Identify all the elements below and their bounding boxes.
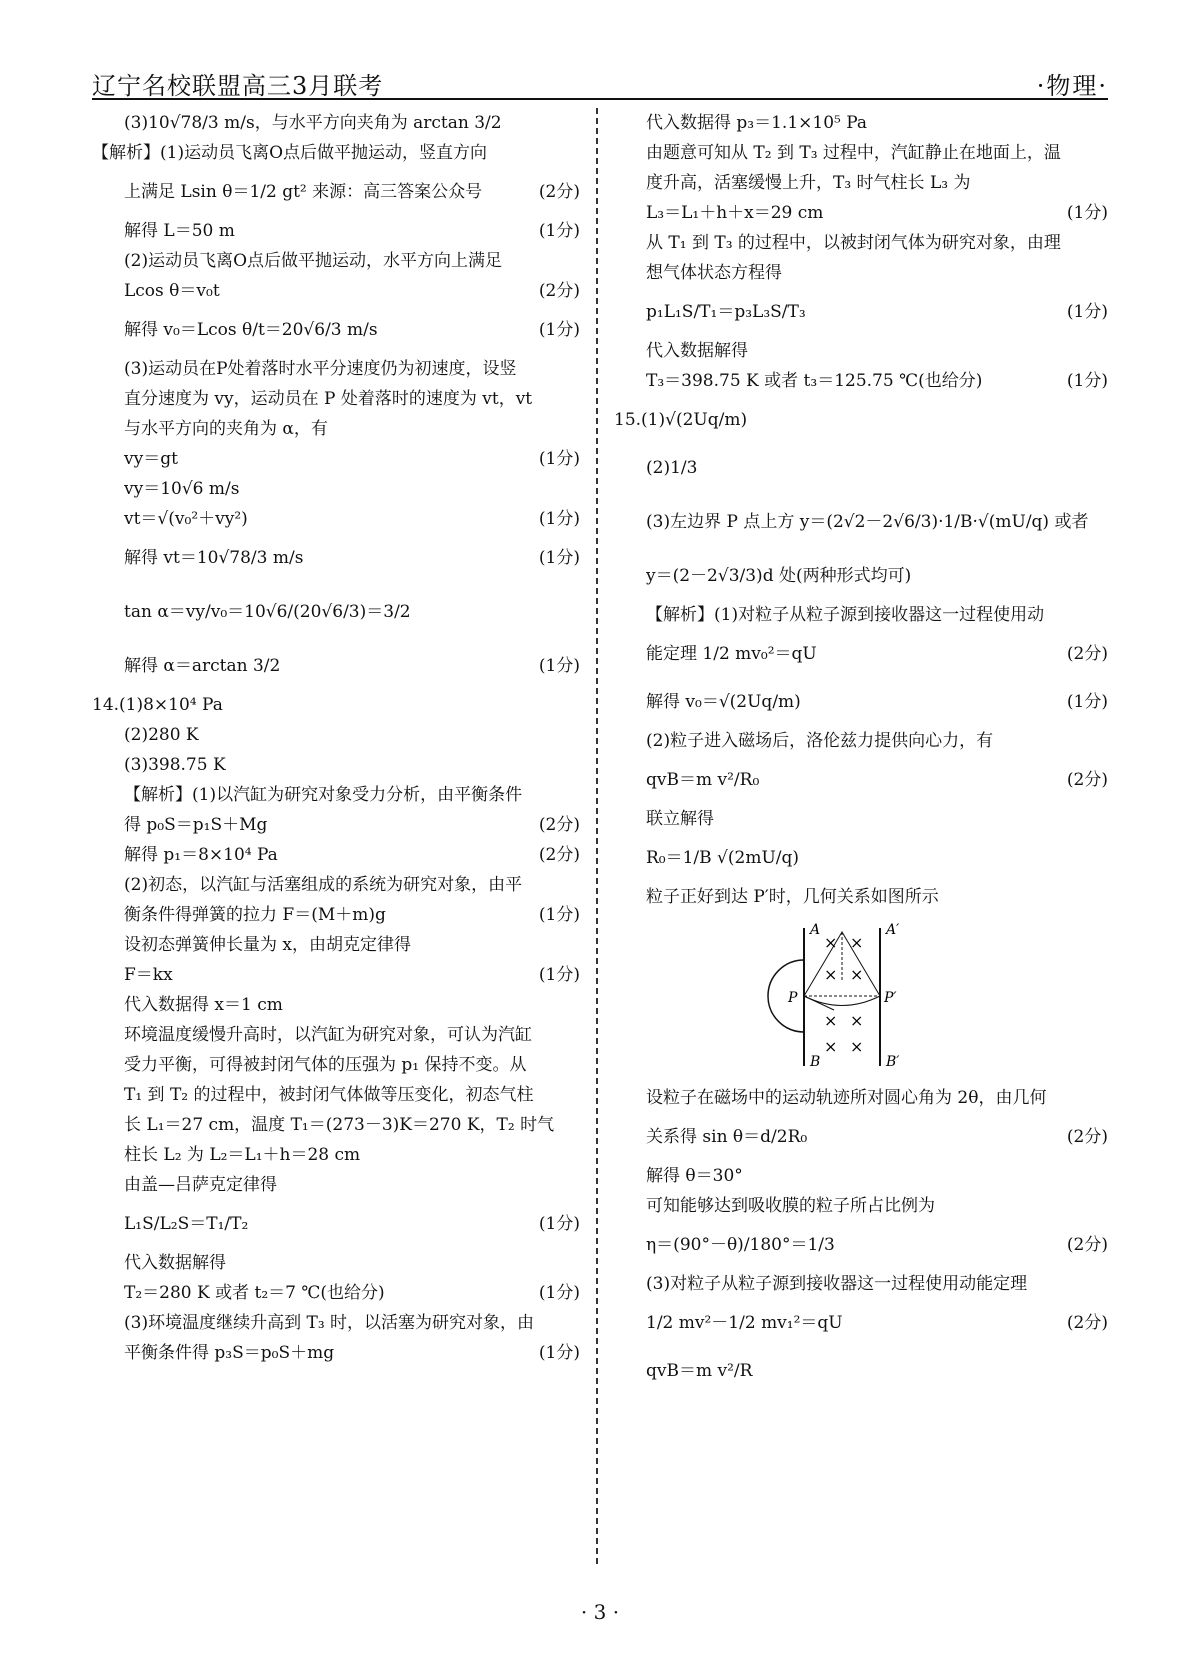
text-line — [614, 600, 1108, 630]
line-text: (3)398.75 K — [124, 755, 226, 775]
line-text: 代入数据解得 — [646, 341, 748, 361]
line-text: (3)10√78/3 m/s，与水平方向夹角为 arctan 3/2 — [124, 113, 502, 133]
line-text: (2)初态，以汽缸与活塞组成的系统为研究对象，由平 — [124, 875, 523, 895]
score-points: (2分) — [1066, 1235, 1108, 1255]
line-text: 由题意可知从 T₂ 到 T₃ 过程中，汽缸静止在地面上，温 — [646, 143, 1061, 163]
field-cross: × — [824, 965, 838, 984]
text-line — [92, 1140, 580, 1170]
line-text: tan α＝vy/v₀＝10√6/(20√6/3)＝3/2 — [124, 602, 411, 622]
text-line — [92, 1278, 580, 1308]
line-text: 【解析】(1)以汽缸为研究对象受力分析，由平衡条件 — [124, 785, 523, 805]
text-line — [614, 630, 1108, 678]
line-text: 设初态弹簧伸长量为 x，由胡克定律得 — [124, 935, 411, 955]
text-line — [614, 882, 1108, 912]
text-line — [92, 276, 580, 306]
header-title: 辽宁名校联盟高三3月联考 — [92, 72, 384, 100]
text-line — [92, 690, 580, 720]
score-points: (1分) — [1066, 203, 1108, 223]
line-text: qvB＝m v²/R₀ — [646, 770, 760, 790]
score-points: (1分) — [1066, 692, 1108, 712]
text-line — [614, 1083, 1108, 1113]
text-line — [92, 900, 580, 930]
right-column-bottom — [614, 1083, 1108, 1395]
left-column — [92, 108, 580, 1368]
page-number: · 3 · — [580, 1600, 620, 1624]
text-line — [92, 960, 580, 990]
text-line — [614, 492, 1108, 552]
column-divider — [596, 108, 598, 1564]
text-line — [614, 1191, 1108, 1221]
label-B: B — [810, 1054, 821, 1070]
line-text: 与水平方向的夹角为 α，有 — [124, 419, 328, 439]
line-text: T₂＝280 K 或者 t₂＝7 ℃(也给分) — [124, 1283, 385, 1303]
score-points: (1分) — [538, 221, 580, 241]
line-text: 衡条件得弹簧的拉力 F＝(M＋m)g — [124, 905, 386, 925]
line-text: 14.(1)8×10⁴ Pa — [92, 695, 223, 715]
line-text: (2)1/3 — [646, 458, 698, 478]
text-line — [614, 138, 1108, 168]
text-line — [92, 1308, 580, 1338]
text-line — [92, 642, 580, 690]
text-line — [92, 720, 580, 750]
line-text: 代入数据得 x＝1 cm — [124, 995, 283, 1015]
line-text: 能定理 1/2 mv₀²＝qU — [646, 644, 817, 664]
line-text: 解得 θ＝30° — [646, 1166, 743, 1186]
text-line — [92, 870, 580, 900]
score-points: (2分) — [538, 281, 580, 301]
score-points: (1分) — [538, 1283, 580, 1303]
line-text: η＝(90°－θ)/180°＝1/3 — [646, 1235, 835, 1255]
field-cross: × — [850, 1037, 864, 1056]
score-points: (1分) — [538, 965, 580, 985]
score-points: (1分) — [1066, 302, 1108, 322]
text-line — [614, 258, 1108, 288]
text-line — [92, 582, 580, 642]
line-text: y＝(2－2√3/3)d 处(两种形式均可) — [646, 566, 912, 586]
line-text: 解得 p₁＝8×10⁴ Pa — [124, 845, 278, 865]
header-rule — [92, 98, 1108, 100]
text-line — [92, 384, 580, 414]
line-text: 环境温度缓慢升高时，以汽缸为研究对象，可认为汽缸 — [124, 1025, 532, 1045]
text-line — [614, 678, 1108, 726]
line-text: 得 p₀S＝p₁S＋Mg — [124, 815, 268, 835]
line-text: (3)对粒子从粒子源到接收器这一过程使用动能定理 — [646, 1274, 1028, 1294]
line-text: 直分速度为 vy，运动员在 P 处着落时的速度为 vt，vt — [124, 389, 533, 409]
line-text: (2)运动员飞离O点后做平抛运动，水平方向上满足 — [124, 251, 503, 271]
text-line — [92, 246, 580, 276]
right-column-top — [614, 108, 1108, 912]
score-points: (2分) — [538, 182, 580, 202]
text-line — [92, 1338, 580, 1368]
score-points: (2分) — [1066, 770, 1108, 790]
line-text: 15.(1)√(2Uq/m) — [614, 410, 748, 430]
text-line — [92, 1080, 580, 1110]
line-text: T₁ 到 T₂ 的过程中，被封闭气体做等压变化，初态气柱 — [124, 1085, 534, 1105]
header-subject: ·物理· — [1036, 72, 1108, 100]
text-line — [92, 1110, 580, 1140]
line-text: 解得 α＝arctan 3/2 — [124, 656, 281, 676]
line-text: T₃＝398.75 K 或者 t₃＝125.75 ℃(也给分) — [646, 371, 983, 391]
text-line — [614, 1161, 1108, 1191]
text-line — [614, 1299, 1108, 1347]
label-P: P — [788, 990, 798, 1006]
field-cross: × — [850, 933, 864, 952]
score-points: (1分) — [1066, 371, 1108, 391]
text-line — [614, 1113, 1108, 1161]
line-text: 【解析】(1)对粒子从粒子源到接收器这一过程使用动 — [646, 605, 1045, 625]
score-points: (1分) — [538, 1343, 580, 1363]
text-line — [614, 366, 1108, 396]
text-line — [92, 780, 580, 810]
text-line — [614, 288, 1108, 336]
text-line — [92, 990, 580, 1020]
field-cross: × — [824, 933, 838, 952]
line-text: 上满足 Lsin θ＝1/2 gt² 来源：高三答案公众号 — [124, 182, 483, 202]
line-text: 解得 vt＝10√78/3 m/s — [124, 548, 304, 568]
line-text: 粒子正好到达 P′时，几何关系如图所示 — [646, 887, 939, 907]
text-line — [92, 444, 580, 474]
label-P-prime: P′ — [884, 990, 897, 1006]
line-text: 柱长 L₂ 为 L₂＝L₁＋h＝28 cm — [124, 1145, 361, 1165]
field-cross: × — [824, 1011, 838, 1030]
score-points: (1分) — [538, 320, 580, 340]
text-line — [614, 444, 1108, 492]
text-line — [614, 336, 1108, 366]
magnetic-field-figure — [764, 920, 964, 1070]
text-line — [614, 756, 1108, 804]
line-text: F＝kx — [124, 965, 173, 985]
line-text: 代入数据解得 — [124, 1253, 226, 1273]
score-points: (1分) — [538, 905, 580, 925]
text-line — [92, 354, 580, 384]
score-points: (2分) — [1066, 1313, 1108, 1333]
line-text: p₁L₁S/T₁＝p₃L₃S/T₃ — [646, 302, 806, 322]
text-line — [92, 1170, 580, 1200]
line-text: 受力平衡，可得被封闭气体的压强为 p₁ 保持不变。从 — [124, 1055, 527, 1075]
score-points: (1分) — [538, 656, 580, 676]
line-text: 从 T₁ 到 T₃ 的过程中，以被封闭气体为研究对象，由理 — [646, 233, 1061, 253]
line-text: 想气体状态方程得 — [646, 263, 782, 283]
line-text: 解得 v₀＝√(2Uq/m) — [646, 692, 801, 712]
text-line — [92, 840, 580, 870]
line-text: (3)环境温度继续升高到 T₃ 时，以活塞为研究对象，由 — [124, 1313, 535, 1333]
text-line — [92, 810, 580, 840]
text-line — [614, 552, 1108, 600]
text-line — [92, 1020, 580, 1050]
label-A: A — [810, 922, 821, 938]
line-text: (2)粒子进入磁场后，洛伦兹力提供向心力，有 — [646, 731, 994, 751]
text-line — [614, 108, 1108, 138]
score-points: (2分) — [1066, 1127, 1108, 1147]
score-points: (1分) — [538, 449, 580, 469]
text-line — [614, 726, 1108, 756]
score-points: (1分) — [538, 548, 580, 568]
line-text: 关系得 sin θ＝d/2R₀ — [646, 1127, 808, 1147]
text-line — [614, 168, 1108, 198]
line-text: 【解析】(1)运动员飞离O点后做平抛运动，竖直方向 — [92, 143, 488, 163]
line-text: 解得 v₀＝Lcos θ/t＝20√6/3 m/s — [124, 320, 378, 340]
page-header — [92, 66, 1108, 100]
text-line — [614, 198, 1108, 228]
line-text: (3)运动员在P处着落时水平分速度仍为初速度，设竖 — [124, 359, 517, 379]
text-line — [92, 750, 580, 780]
text-line — [92, 306, 580, 354]
line-text: 可知能够达到吸收膜的粒子所占比例为 — [646, 1196, 935, 1216]
field-cross: × — [824, 1037, 838, 1056]
score-points: (1分) — [538, 509, 580, 529]
text-line — [92, 216, 580, 246]
label-A-prime: A′ — [886, 922, 900, 938]
text-line — [614, 1221, 1108, 1269]
line-text: vy＝10√6 m/s — [124, 479, 240, 499]
text-line — [92, 168, 580, 216]
line-text: L₁S/L₂S＝T₁/T₂ — [124, 1214, 249, 1234]
text-line — [614, 1269, 1108, 1299]
line-text: vt＝√(v₀²＋vy²) — [124, 509, 248, 529]
line-text: 长 L₁＝27 cm，温度 T₁＝(273－3)K＝270 K，T₂ 时气 — [124, 1115, 555, 1135]
text-line — [92, 1050, 580, 1080]
line-text: Lcos θ＝v₀t — [124, 281, 220, 301]
line-text: 解得 L＝50 m — [124, 221, 235, 241]
line-text: 由盖—吕萨克定律得 — [124, 1175, 277, 1195]
text-line — [614, 396, 1108, 444]
text-line — [92, 1200, 580, 1248]
text-line — [92, 138, 580, 168]
score-points: (1分) — [538, 1214, 580, 1234]
text-line — [614, 228, 1108, 258]
text-line — [614, 834, 1108, 882]
line-text: vy＝gt — [124, 449, 178, 469]
label-B-prime: B′ — [886, 1054, 900, 1070]
text-line — [92, 108, 580, 138]
line-text: 1/2 mv²－1/2 mv₁²＝qU — [646, 1313, 843, 1333]
text-line — [614, 1347, 1108, 1395]
text-line — [92, 474, 580, 504]
line-text: 平衡条件得 p₃S＝p₀S＋mg — [124, 1343, 335, 1363]
line-text: 设粒子在磁场中的运动轨迹所对圆心角为 2θ，由几何 — [646, 1088, 1047, 1108]
score-points: (2分) — [538, 845, 580, 865]
text-line — [92, 1248, 580, 1278]
score-points: (2分) — [538, 815, 580, 835]
score-points: (2分) — [1066, 644, 1108, 664]
line-text: 联立解得 — [646, 809, 714, 829]
field-cross: × — [850, 965, 864, 984]
text-line — [92, 930, 580, 960]
line-text: R₀＝1/B √(2mU/q) — [646, 848, 800, 868]
line-text: (3)左边界 P 点上方 y＝(2√2－2√6/3)·1/B·√(mU/q) 或者 — [646, 512, 1089, 532]
text-line — [614, 804, 1108, 834]
field-cross: × — [850, 1011, 864, 1030]
right-column — [614, 108, 1108, 1395]
line-text: (2)280 K — [124, 725, 199, 745]
text-line — [92, 534, 580, 582]
line-text: 代入数据得 p₃＝1.1×10⁵ Pa — [646, 113, 868, 133]
line-text: L₃＝L₁＋h＋x＝29 cm — [646, 203, 824, 223]
line-text: qvB＝m v²/R — [646, 1361, 753, 1381]
line-text: 度升高，活塞缓慢上升，T₃ 时气柱长 L₃ 为 — [646, 173, 971, 193]
text-line — [92, 504, 580, 534]
text-line — [92, 414, 580, 444]
